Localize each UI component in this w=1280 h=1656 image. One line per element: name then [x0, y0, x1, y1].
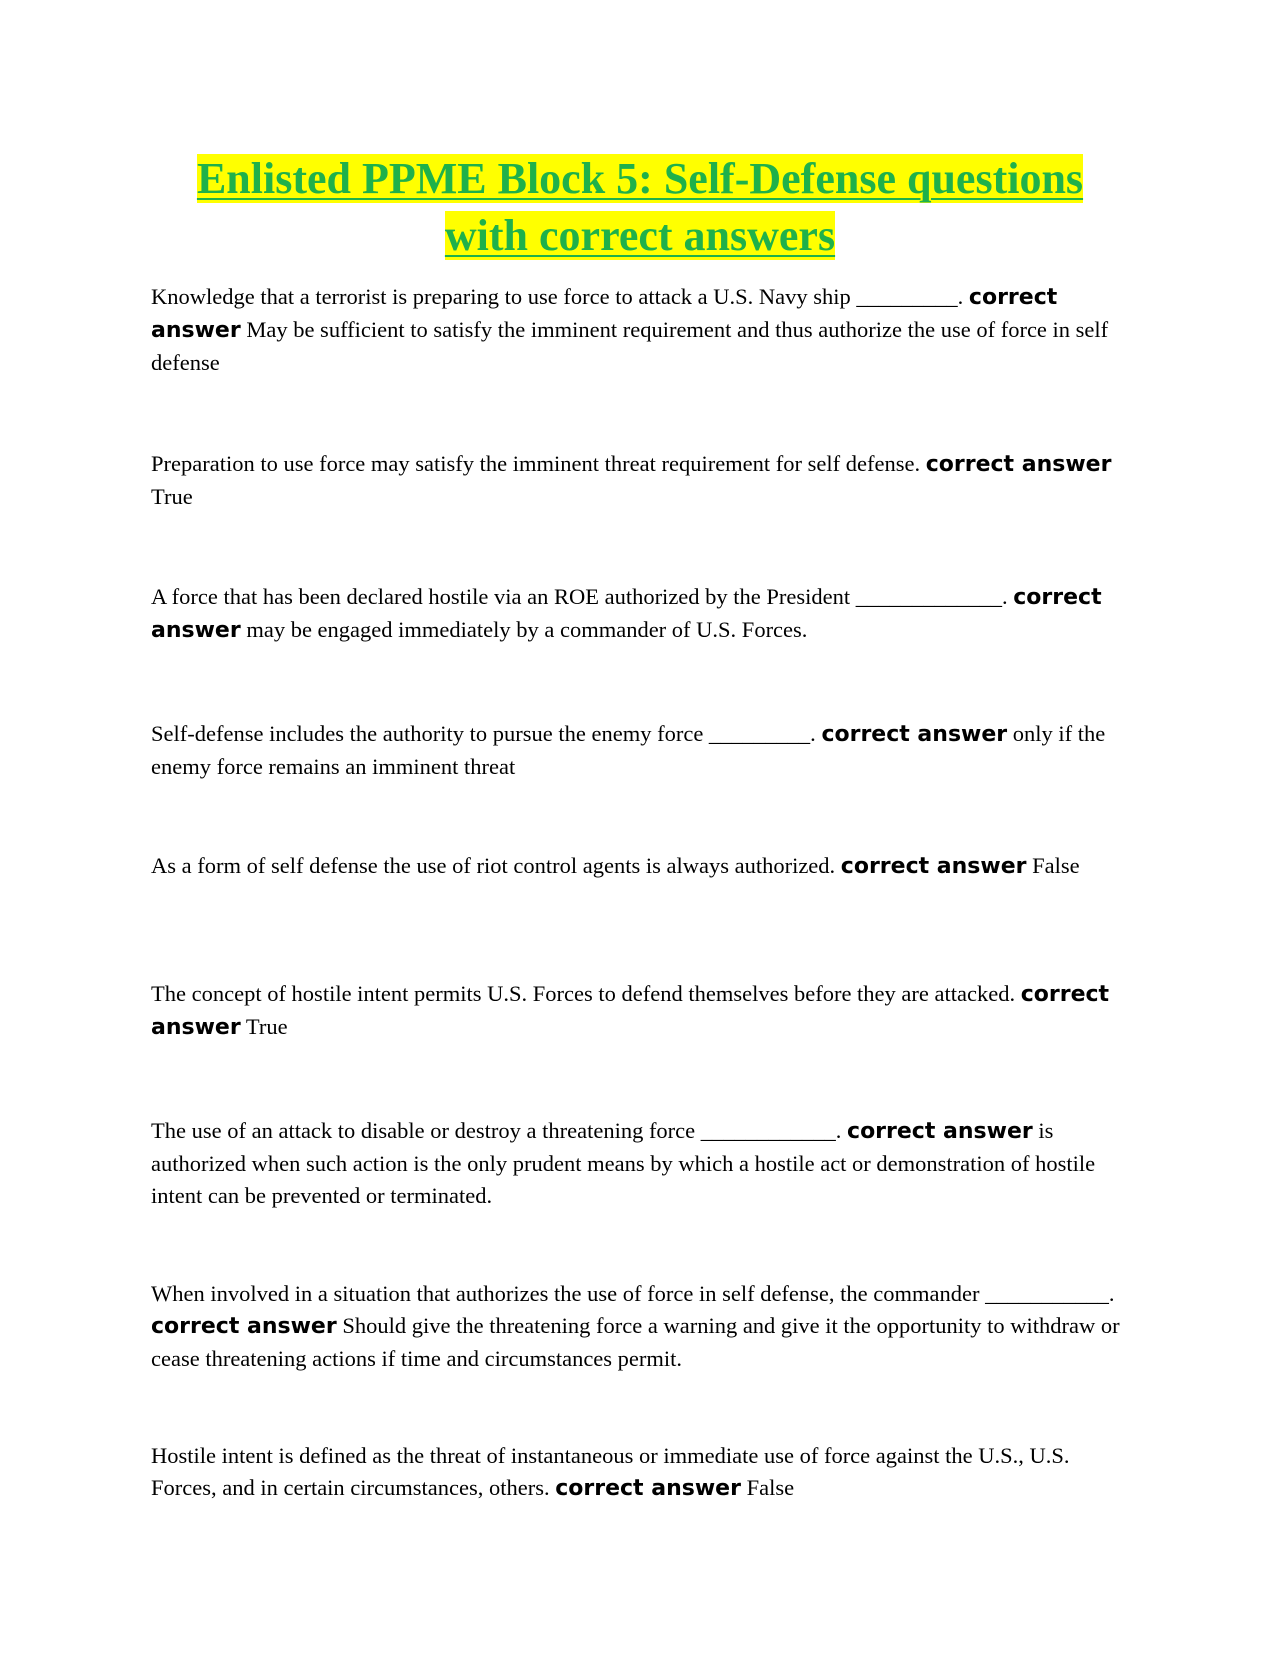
answer-text: False	[1032, 853, 1080, 878]
answer-text: only if the enemy force remains an imminent threat	[151, 721, 1106, 779]
document-title	[150, 150, 1130, 264]
question-text: A force that has been declared hostile via an ROE authorized by the President _____________.	[151, 584, 1008, 609]
qa-item-3	[151, 581, 1136, 647]
answer-text: may be engaged immediately by a commander of U.S. Forces.	[246, 617, 808, 642]
answer-text: is authorized when such action is the only prudent means by which a hostile act or demonstration of hostile intent can be prevented or terminated.	[151, 1118, 1096, 1208]
qa-item-7	[151, 1115, 1136, 1212]
question-text: The concept of hostile intent permits U.S. Forces to defend themselves before they are attacked.	[151, 981, 1016, 1006]
qa-item-6	[151, 978, 1136, 1044]
question-text: When involved in a situation that authorizes the use of force in self defense, the commander ___________.	[151, 1281, 1115, 1306]
answer-text: Should give the threatening force a warning and give it the opportunity to withdraw or cease threatening actions if time and circumstances permit.	[151, 1313, 1120, 1371]
answer-text: False	[746, 1475, 795, 1500]
correct-answer-label: correct answer	[151, 585, 1102, 643]
correct-answer-label: correct answer	[555, 1476, 741, 1501]
qa-item-5	[151, 850, 1136, 883]
title-line-2: with correct answers	[444, 211, 836, 260]
correct-answer-label: correct answer	[151, 285, 1058, 343]
correct-answer-label: correct answer	[847, 1119, 1033, 1144]
correct-answer-label: correct answer	[821, 722, 1008, 747]
question-text: Preparation to use force may satisfy the imminent threat requirement for self defense.	[151, 451, 921, 476]
answer-text: True	[245, 1014, 288, 1039]
qa-item-9	[151, 1440, 1136, 1505]
question-text: Self-defense includes the authority to pursue the enemy force _________.	[151, 721, 816, 746]
question-text: Knowledge that a terrorist is preparing to use force to attack a U.S. Navy ship _________.	[151, 284, 964, 309]
answer-text: May be sufficient to satisfy the imminent requirement and thus authorize the use of force in self defense	[151, 317, 1109, 375]
question-text: Hostile intent is defined as the threat of instantaneous or immediate use of force against the U.S., U.S. Forces, and in certain circumstances, others.	[151, 1443, 1070, 1500]
correct-answer-label: correct answer	[151, 982, 1110, 1040]
correct-answer-label: correct answer	[151, 1314, 337, 1339]
title-line-1: Enlisted PPME Block 5: Self-Defense questions	[196, 154, 1084, 203]
qa-item-2	[151, 448, 1136, 513]
qa-item-1	[151, 281, 1136, 379]
qa-item-4	[151, 718, 1136, 783]
correct-answer-label: correct answer	[840, 854, 1027, 879]
question-text: As a form of self defense the use of riot control agents is always authorized.	[151, 853, 836, 878]
answer-text: True	[151, 484, 193, 509]
correct-answer-label: correct answer	[925, 452, 1112, 477]
question-text: The use of an attack to disable or destroy a threatening force ____________.	[151, 1118, 842, 1143]
qa-item-8	[151, 1278, 1136, 1375]
